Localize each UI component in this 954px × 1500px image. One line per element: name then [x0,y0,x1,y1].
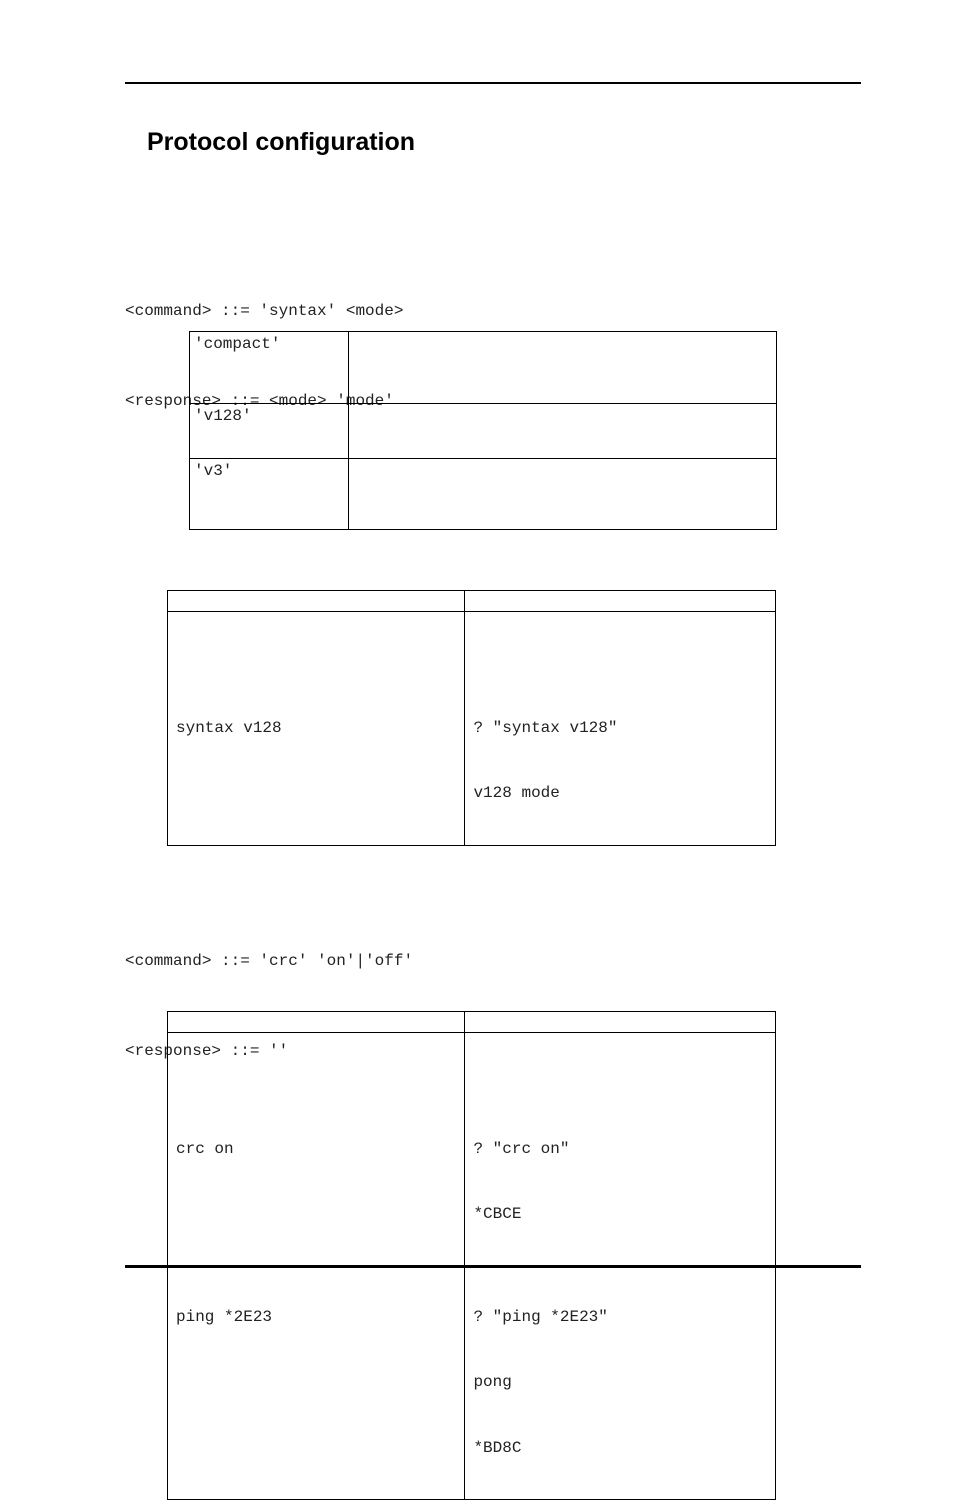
output-line: v128 mode [473,784,560,802]
example-output [465,1033,776,1267]
mode-description [348,332,776,404]
output-line: ? "crc on" [473,1139,570,1158]
header-cell [168,1012,465,1033]
table-row [190,332,777,404]
input-line: crc on [176,1139,234,1158]
table-row [168,1266,776,1500]
header-cell [168,591,465,612]
crc-command-rule: <command> ::= 'crc' 'on'|'off' [125,952,414,970]
mode-name: 'v128' [190,404,349,459]
mode-name: 'v3' [190,459,349,530]
example-output [465,612,776,846]
example-input [168,1033,465,1267]
example-input [168,1266,465,1500]
table-header-row [168,591,776,612]
syntax-response-rule: <response> ::= <mode> 'mode' [125,392,394,410]
table-row [168,612,776,846]
header-cell [465,1012,776,1033]
syntax-example-table [167,590,776,846]
table-row [190,459,777,530]
output-line: *BD8C [473,1438,522,1457]
mode-description [348,459,776,530]
footer-rule [125,1265,861,1268]
table-row [190,404,777,459]
mode-description [348,404,776,459]
input-line: syntax v128 [176,718,282,737]
example-input [168,612,465,846]
table-header-row [168,1012,776,1033]
section-title: Protocol configuration [147,128,416,156]
syntax-command-rule: <command> ::= 'syntax' <mode> [125,302,404,320]
output-line: pong [473,1373,512,1391]
crc-response-rule: <response> ::= '' [125,1042,289,1060]
example-output [465,1266,776,1500]
table-row [168,1033,776,1267]
output-line: *CBCE [473,1205,522,1223]
input-line: ping *2E23 [176,1307,273,1326]
header-rule [125,82,861,84]
mode-name: 'compact' [190,332,349,404]
output-line: ? "ping *2E23" [473,1307,608,1326]
header-cell [465,591,776,612]
modes-table [189,331,777,530]
crc-example-table [167,1011,776,1500]
output-line: ? "syntax v128" [473,718,618,737]
